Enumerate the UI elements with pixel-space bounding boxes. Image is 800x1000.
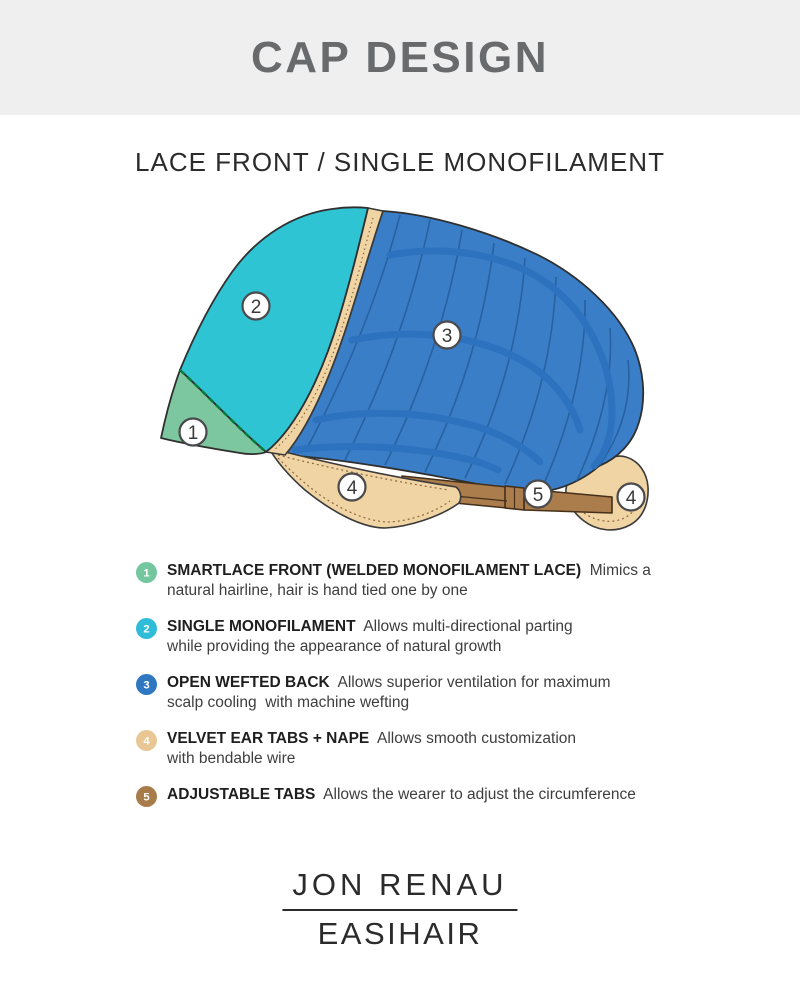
legend-desc: Mimics a	[581, 562, 651, 579]
diagram-marker-3	[434, 322, 461, 349]
cap-diagram	[150, 190, 670, 550]
badge-number: 5	[143, 791, 150, 804]
marker-number: 1	[187, 422, 199, 444]
legend-item-adjustable-tabs	[136, 785, 736, 807]
legend-badge-5	[136, 786, 157, 807]
badge-number: 3	[143, 679, 150, 692]
legend-desc-line2: natural hairline, hair is hand tied one by one	[167, 582, 468, 599]
legend-term: OPEN WEFTED BACK	[167, 674, 330, 691]
legend-badge-1	[136, 562, 157, 583]
legend-text	[167, 617, 727, 657]
legend-desc-line2: scalp cooling with machine wefting	[167, 694, 410, 711]
diagram-marker-1	[180, 419, 207, 446]
diagram-marker-2	[243, 293, 270, 320]
header-band	[0, 0, 800, 115]
legend-desc: Allows superior ventilation for maximum	[329, 674, 611, 691]
legend-item-single-monofilament	[136, 617, 736, 657]
legend-badge-2	[136, 618, 157, 639]
legend-desc-line2: with bendable wire	[167, 750, 296, 767]
badge-number: 2	[143, 623, 150, 636]
brand-name-top: JON RENAU	[282, 867, 517, 911]
marker-number: 4	[625, 487, 637, 509]
legend-term: VELVET EAR TABS + NAPE	[167, 730, 370, 747]
marker-number: 2	[250, 296, 262, 318]
brand-name-bottom: EASIHAIR	[317, 916, 483, 951]
brand-logo	[282, 867, 517, 952]
legend-text	[167, 729, 727, 769]
legend-desc: Allows smooth customization	[369, 730, 577, 747]
legend-text	[167, 673, 727, 713]
marker-number: 4	[346, 477, 358, 499]
diagram-marker-5	[525, 481, 552, 508]
legend-desc-line2: while providing the appearance of natural growth	[167, 638, 502, 655]
badge-number: 1	[143, 567, 150, 580]
legend-badge-3	[136, 674, 157, 695]
legend-badge-4	[136, 730, 157, 751]
diagram-marker-4-left	[339, 474, 366, 501]
legend-term: SMARTLACE FRONT (WELDED MONOFILAMENT LACE)	[167, 562, 582, 579]
badge-number: 4	[143, 735, 150, 748]
marker-number: 5	[532, 484, 544, 506]
legend-item-smartlace-front	[136, 561, 736, 601]
page-title: CAP DESIGN	[250, 32, 550, 82]
cap-style-subtitle: LACE FRONT / SINGLE MONOFILAMENT	[135, 147, 665, 177]
legend-text	[167, 785, 727, 805]
diagram-marker-4-right	[618, 484, 645, 511]
legend	[136, 561, 736, 823]
legend-term: SINGLE MONOFILAMENT	[167, 618, 356, 635]
legend-desc: Allows the wearer to adjust the circumference	[315, 786, 636, 803]
legend-text	[167, 561, 727, 601]
legend-item-open-wefted-back	[136, 673, 736, 713]
legend-term: ADJUSTABLE TABS	[167, 786, 316, 803]
marker-number: 3	[441, 325, 453, 347]
legend-item-velvet-ear-tabs	[136, 729, 736, 769]
legend-desc: Allows multi-directional parting	[355, 618, 573, 635]
